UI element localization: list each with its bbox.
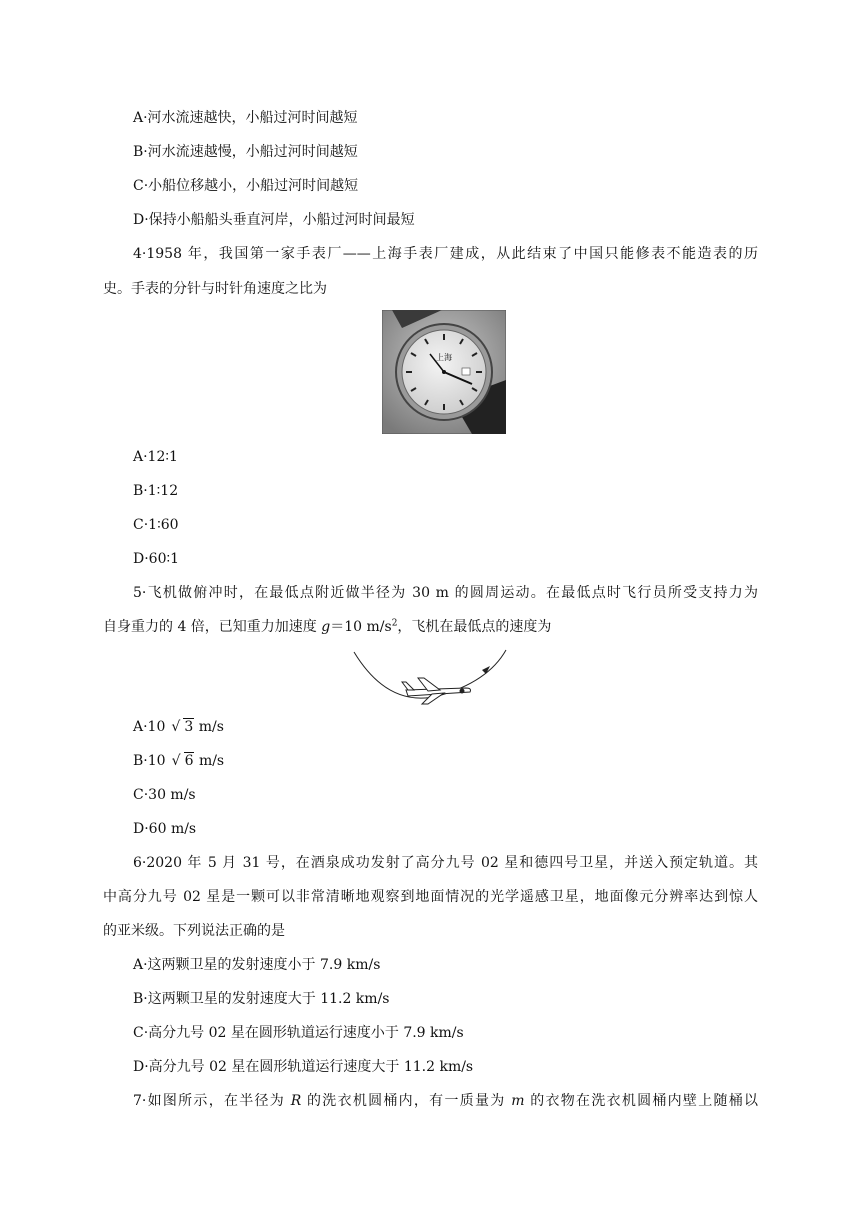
q5-stem-line1: 5·飞机做俯冲时，在最低点附近做半径为 30 m 的圆周运动。在最低点时飞行员所受支持力为 <box>133 585 758 601</box>
q6-stem-line3: 的亚米级。下列说法正确的是 <box>103 923 285 939</box>
q4-option-d: D·60∶1 <box>133 551 180 567</box>
q5-stem-line2: 自身重力的 4 倍，已知重力加速度 g＝10 $m/s^2$，飞机在最低点的速度为 <box>103 618 552 635</box>
q6-option-d: D·高分九号 02 星在圆形轨道运行速度大于 11.2 km/s <box>133 1059 474 1075</box>
q3-option-d: D·保持小船船头垂直河岸，小船过河时间最短 <box>133 212 415 228</box>
watch-photo <box>382 310 506 434</box>
sqrt-symbol: √ 3 <box>171 719 194 735</box>
sqrt-symbol: √ 6 <box>171 753 194 769</box>
q7-stem-line1: 7·如图所示，在半径为 R 的洗衣机圆桶内，有一质量为 m 的衣物在洗衣机圆桶内壁上随桶以 <box>133 1093 759 1109</box>
q3-option-b: B·河水流速越慢，小船过河时间越短 <box>133 144 358 160</box>
q4-option-b: B·1∶12 <box>133 483 179 499</box>
q4-stem-line1: 4·1958 年，我国第一家手表厂——上海手表厂建成，从此结束了中国只能修表不能造表的历 <box>133 246 758 262</box>
q6-option-c: C·高分九号 02 星在圆形轨道运行速度小于 7.9 km/s <box>133 1025 464 1041</box>
q3-option-a: A·河水流速越快，小船过河时间越短 <box>133 110 358 126</box>
watch-logo: 上海 <box>436 353 452 362</box>
q4-option-c: C·1∶60 <box>133 517 179 533</box>
q6-option-a: A·这两颗卫星的发射速度小于 7.9 km/s <box>133 957 381 973</box>
q6-stem-line2: 中高分九号 02 星是一颗可以非常清晰地观察到地面情况的光学遥感卫星，地面像元分辨率达到惊人 <box>103 889 758 905</box>
q5-option-b: B·10 √ 6 m/s <box>133 753 225 769</box>
plane-dive-figure <box>348 646 514 706</box>
q5-option-a: A·10 √ 3 m/s <box>133 719 224 735</box>
q5-option-c: C·30 m/s <box>133 787 196 803</box>
q3-option-c: C·小船位移越小，小船过河时间越短 <box>133 178 359 194</box>
q6-stem-line1: 6·2020 年 5 月 31 号，在酒泉成功发射了高分九号 02 星和德四号卫星，并送入预定轨道。其 <box>133 855 758 871</box>
q6-option-b: B·这两颗卫星的发射速度大于 11.2 km/s <box>133 991 390 1007</box>
q5-option-d: D·60 m/s <box>133 821 197 837</box>
q4-stem-line2: 史。手表的分针与时针角速度之比为 <box>103 281 327 297</box>
q4-option-a: A·12∶1 <box>133 449 178 465</box>
